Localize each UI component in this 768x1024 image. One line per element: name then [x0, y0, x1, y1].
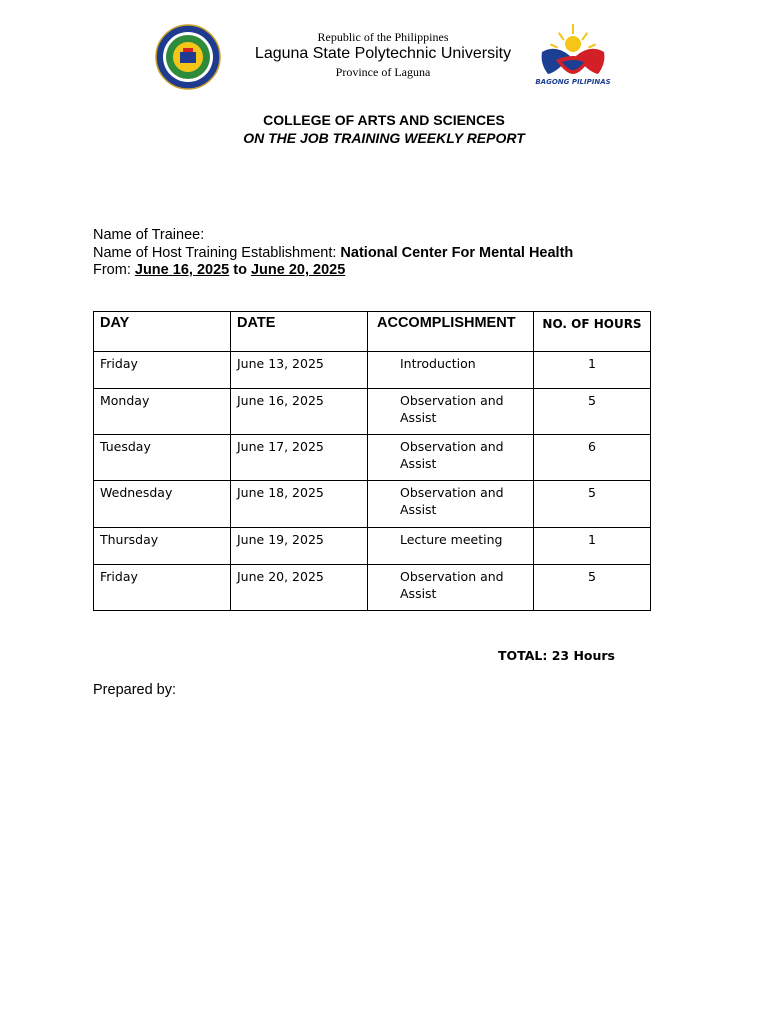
cell-date: June 13, 2025	[231, 352, 368, 389]
header-province: Province of Laguna	[335, 65, 431, 79]
report-title: ON THE JOB TRAINING WEEKLY REPORT	[243, 130, 525, 146]
table-row	[94, 565, 651, 611]
cell-accomplishment: Observation and Assist	[368, 565, 534, 611]
header-hours: NO. OF HOURS	[534, 312, 651, 352]
cell-hours: 1	[534, 352, 651, 389]
cell-date: June 18, 2025	[231, 481, 368, 528]
header-university: Laguna State Polytechnic University	[254, 45, 512, 62]
bagong-pilipinas-caption: BAGONG PILIPINAS	[535, 78, 611, 86]
header-accomplishment: ACCOMPLISHMENT	[368, 312, 534, 352]
lspu-seal-logo	[155, 24, 221, 90]
cell-accomplishment: Observation and Assist	[368, 389, 534, 435]
cell-accomplishment: Lecture meeting	[368, 528, 534, 565]
cell-day: Friday	[94, 565, 231, 611]
table-row	[94, 481, 651, 528]
cell-date: June 19, 2025	[231, 528, 368, 565]
weekly-report-table	[93, 311, 651, 611]
cell-day: Friday	[94, 352, 231, 389]
cell-date: June 16, 2025	[231, 389, 368, 435]
cell-day: Thursday	[94, 528, 231, 565]
table-row	[94, 435, 651, 481]
table-row	[94, 389, 651, 435]
table-row	[94, 352, 651, 389]
from-date: June 16, 2025	[134, 262, 230, 278]
header-day: DAY	[94, 312, 231, 352]
header-republic: Republic of the Philippines	[317, 30, 449, 44]
to-label: to	[233, 262, 247, 278]
trainee-line	[93, 226, 204, 244]
cell-hours: 5	[534, 481, 651, 528]
establishment-line	[93, 244, 573, 262]
cell-day: Wednesday	[94, 481, 231, 528]
cell-hours: 6	[534, 435, 651, 481]
cell-accomplishment: Introduction	[368, 352, 534, 389]
header-date: DATE	[231, 312, 368, 352]
cell-accomplishment: Observation and Assist	[368, 481, 534, 528]
prepared-by-label: Prepared by:	[93, 682, 177, 698]
total-hours: TOTAL: 23 Hours	[498, 648, 615, 663]
college-title: COLLEGE OF ARTS AND SCIENCES	[263, 112, 505, 128]
cell-day: Tuesday	[94, 435, 231, 481]
cell-hours: 5	[534, 389, 651, 435]
establishment-label: Name of Host Training Establishment:	[93, 245, 337, 261]
establishment-value: National Center For Mental Health	[340, 245, 574, 261]
cell-accomplishment: Observation and Assist	[368, 435, 534, 481]
date-range-line	[93, 261, 345, 279]
table-header-row	[94, 312, 651, 352]
trainee-label: Name of Trainee:	[93, 227, 205, 243]
cell-hours: 1	[534, 528, 651, 565]
from-label: From:	[93, 262, 131, 278]
cell-hours: 5	[534, 565, 651, 611]
to-date: June 20, 2025	[250, 262, 346, 278]
cell-date: June 20, 2025	[231, 565, 368, 611]
bagong-pilipinas-logo	[536, 22, 610, 88]
cell-date: June 17, 2025	[231, 435, 368, 481]
cell-day: Monday	[94, 389, 231, 435]
table-row	[94, 528, 651, 565]
